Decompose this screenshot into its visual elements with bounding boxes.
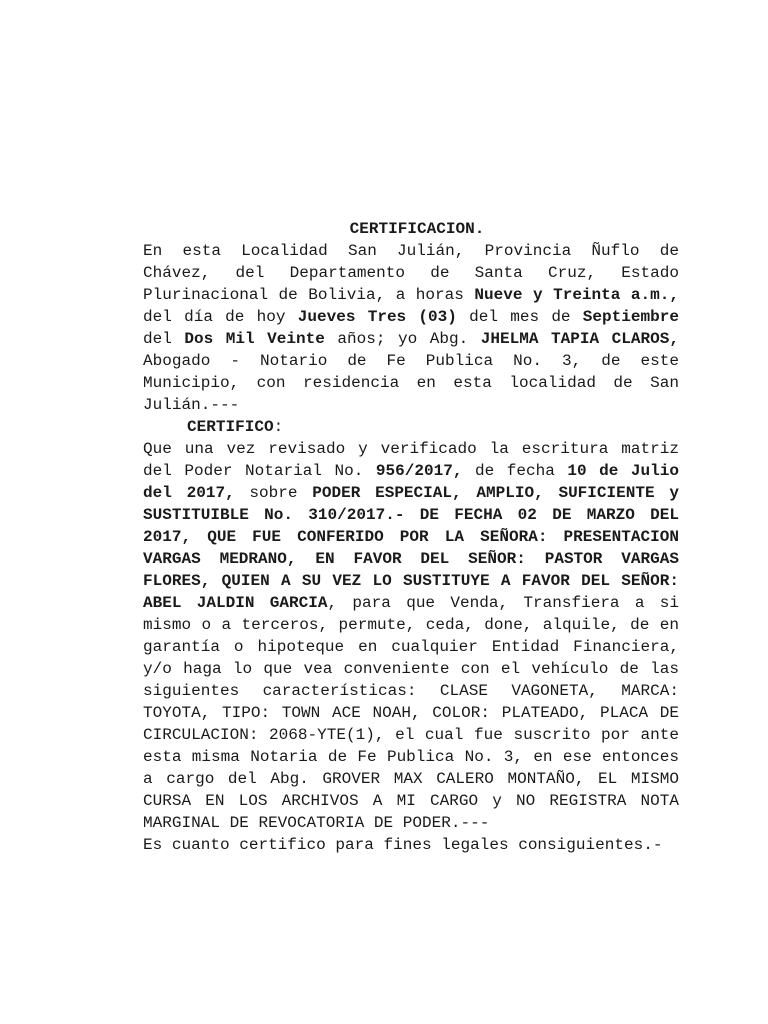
- body-text-1: Que una vez revisado y verificado la escritura matriz del Poder Notarial No.: [143, 440, 679, 480]
- body-date: 10 de Julio del 2017,: [143, 462, 679, 502]
- certifico-colon: :: [273, 418, 284, 436]
- body-paragraph: [143, 438, 679, 834]
- document-title: CERTIFICACION.: [349, 220, 485, 238]
- closing-line: Es cuanto certifico para fines legales consiguientes.-: [143, 836, 663, 854]
- intro-year: Dos Mil Veinte: [184, 330, 325, 348]
- body-text-3: sobre: [234, 484, 313, 502]
- intro-text-2: del día de hoy: [143, 308, 298, 326]
- intro-paragraph: [143, 240, 679, 416]
- intro-text-3: del mes de: [456, 308, 583, 326]
- intro-time: Nueve y Treinta a.m.,: [474, 286, 679, 304]
- intro-notary-name: JHELMA TAPIA CLAROS,: [480, 330, 679, 348]
- intro-month: Septiembre: [582, 308, 680, 326]
- certification-document: [143, 218, 679, 856]
- intro-day: Jueves Tres (03): [297, 308, 457, 326]
- certifico-heading: [143, 416, 679, 438]
- certifico-label: CERTIFICO: [187, 418, 274, 436]
- intro-text-6: Abogado - Notario de Fe Publica No. 3, de este Municipio, con residencia en esta localidad de San Julián.---: [143, 352, 679, 414]
- body-poder-number: 956/2017,: [375, 462, 463, 480]
- intro-text-4: del: [143, 330, 185, 348]
- body-poder-details: PODER ESPECIAL, AMPLIO, SUFICIENTE y SUSTITUIBLE No. 310/2017.- DE FECHA 02 DE MARZO DEL 2017, QUE FUE CONFERIDO POR LA SEÑORA: PRESENTACION VARGAS MEDRANO, EN FAVOR DEL SEÑOR: PASTOR VARGAS FLORES, QUIEN A SU VEZ LO SUSTITUYE A FAVOR DEL SEÑOR: ABEL JALDIN GARCIA: [143, 484, 679, 612]
- intro-text-5: años; yo Abg.: [324, 330, 481, 348]
- body-text-2: de fecha: [462, 462, 568, 480]
- intro-text-1: En esta Localidad San Julián, Provincia Ñuflo de Chávez, del Departamento de Santa Cruz, Estado Plurinacional de Bolivia, a horas: [143, 242, 679, 304]
- body-text-4: , para que Venda, Transfiera a si mismo o a terceros, permute, ceda, done, alquile, de en garantía o hipoteque en cualquier Entidad Financiera, y/o haga lo que vea conveniente con el vehículo de las siguientes características: CLASE VAGONETA, MARCA: TOYOTA, TIPO: TOWN ACE NOAH, COLOR: PLATEADO, PLACA DE CIRCULACION: 2068-YTE(1), el cual fue suscrito por ante esta misma Notaria de Fe Publica No. 3, en ese entonces a cargo del Abg. GROVER MAX CALERO MONTAÑO, EL MISMO CURSA EN LOS ARCHIVOS A MI CARGO y NO REGISTRA NOTA MARGINAL DE REVOCATORIA DE PODER.---: [143, 594, 679, 832]
